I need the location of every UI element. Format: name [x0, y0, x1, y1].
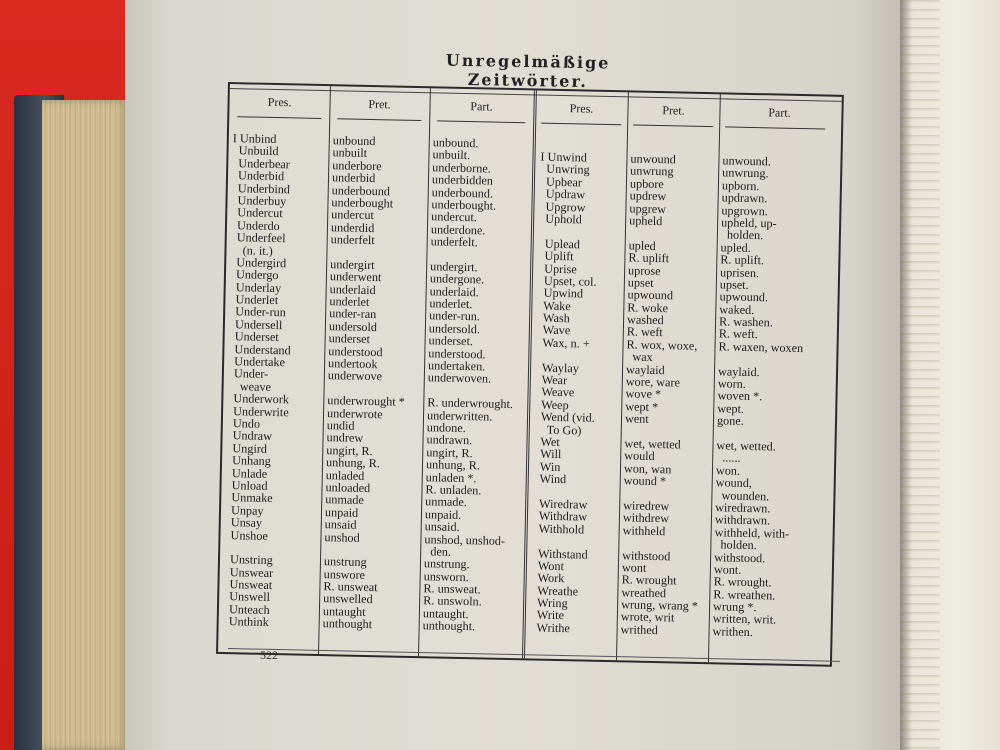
table-cell: upheld, up-: [721, 215, 777, 231]
table-cell: washed: [626, 312, 664, 328]
table-cell: uprisen.: [719, 264, 760, 280]
table-cell: R. unsweat: [323, 579, 378, 595]
table-cell: writhen.: [712, 624, 754, 639]
table-cell: Upbear: [539, 174, 583, 190]
table-cell: wiredrew: [623, 498, 670, 514]
table-cell: wet, wetted: [624, 436, 681, 452]
table-cell: undertook: [327, 356, 378, 372]
table-cell: upled.: [720, 240, 751, 255]
table-cell: under-run.: [429, 308, 481, 324]
table-cell: R. wox, woxe,: [626, 337, 698, 353]
table-cell: Underwrite: [226, 403, 289, 419]
facing-page-edge: [900, 0, 940, 750]
table-cell: Unbuild: [232, 143, 279, 159]
table-cell: R. waxen, woxen: [718, 339, 804, 355]
table-cell: underwove: [327, 368, 383, 384]
table-cell: Unshoe: [224, 527, 269, 543]
table-cell: R. wreathen.: [713, 586, 776, 603]
header-part-left: Part.: [470, 99, 493, 114]
table-cell: undone.: [426, 420, 466, 436]
table-cell: wrote, writ: [620, 609, 675, 625]
table-cell: I Unbind: [232, 131, 277, 147]
table-cell: unswore: [323, 566, 366, 582]
table-cell: woven *.: [717, 388, 763, 404]
table-cell: Unsay: [224, 515, 263, 530]
table-cell: Underlet: [229, 292, 279, 308]
table-cell: Uplift: [538, 248, 574, 264]
table-cell: Wring: [531, 595, 568, 611]
table-cell: underbore: [332, 157, 382, 174]
table-cell: Upgrow: [539, 199, 586, 215]
left-pret-column: [323, 134, 411, 631]
table-cell: Undersell: [228, 316, 283, 333]
right-pret-column: [620, 152, 707, 637]
table-cell: untaught: [322, 603, 366, 619]
table-cell: unthought.: [422, 618, 476, 634]
table-cell: unstrung.: [423, 556, 470, 572]
table-cell: undrawn.: [426, 432, 473, 448]
table-cell: withdrew: [622, 510, 670, 526]
table-cell: undid: [326, 418, 355, 433]
table-cell: understood: [328, 343, 383, 359]
left-part-column: [423, 136, 519, 633]
table-cell: updrawn.: [721, 190, 768, 206]
table-cell: Unwring: [540, 161, 590, 177]
left-pres-column: [223, 132, 296, 629]
table-cell: weave: [227, 378, 272, 394]
table-cell: undergirt.: [430, 259, 478, 275]
table-cell: Underbuy: [231, 193, 287, 209]
table-cell: Underbid: [231, 168, 285, 184]
table-cell: den.: [424, 544, 452, 559]
table-cell: R. weft.: [718, 326, 758, 342]
table-cell: Unswear: [223, 564, 274, 580]
table-cell: unsworn.: [423, 568, 469, 584]
table-cell: Wash: [536, 310, 570, 326]
table-cell: untaught.: [422, 606, 469, 621]
table-cell: R. underwrought.: [427, 395, 514, 412]
table-cell: Unthink: [222, 614, 269, 630]
table-cell: unstrung: [323, 554, 367, 570]
table-cell: Underwork: [227, 391, 290, 407]
table-cell: R. woke: [627, 300, 669, 315]
table-cell: underwrought *: [327, 393, 405, 409]
table-cell: upbore: [629, 176, 664, 191]
table-cell: underwrote: [326, 405, 383, 421]
table-cell: Undercut: [231, 205, 283, 221]
table-cell: underbought: [331, 195, 394, 211]
table-cell: R. weft: [626, 324, 663, 340]
table-cell: R. unswoln.: [423, 593, 482, 609]
table-cell: under-ran: [329, 306, 377, 322]
table-cell: undersold.: [428, 321, 481, 337]
header-pres-right: Pres.: [569, 101, 594, 116]
table-cell: underbought.: [431, 197, 497, 213]
table-cell: Write: [530, 607, 565, 623]
table-cell: underwent: [329, 269, 382, 285]
table-cell: Unsweat: [223, 577, 273, 593]
table-cell: updrew: [629, 188, 667, 204]
table-cell: unwrung.: [722, 165, 769, 181]
table-cell: Unmake: [225, 490, 273, 506]
table-cell: underset: [328, 331, 371, 347]
table-cell: Wont: [531, 558, 565, 574]
table-cell: R. uplift.: [720, 252, 765, 268]
page-title: Unregelmäßige Zeitwörter.: [445, 50, 611, 92]
table-cell: Wiredraw: [533, 496, 588, 512]
table-cell: undrew: [326, 430, 364, 446]
table-cell: Undergird: [230, 254, 287, 271]
table-cell: Wet: [534, 434, 560, 450]
table-cell: underfelt: [330, 232, 375, 248]
table-cell: undersold: [328, 319, 378, 335]
table-cell: unbound: [332, 133, 376, 149]
table-cell: Wake: [537, 298, 571, 313]
table-cell: Unswell: [223, 589, 271, 605]
table-cell: unloaded: [325, 480, 371, 496]
table-cell: Ungird: [226, 440, 268, 456]
table-cell: To Go): [534, 422, 582, 438]
table-cell: Weep: [535, 397, 569, 413]
table-cell: Uplead: [538, 236, 581, 252]
header-pres-left: Pres.: [267, 94, 292, 110]
header-rule: [237, 116, 321, 119]
table-cell: Undertake: [228, 354, 286, 370]
table-cell: Withstand: [532, 545, 588, 562]
table-cell: Underfeel: [230, 230, 286, 246]
table-cell: gone.: [716, 413, 744, 429]
table-cell: Unhang: [225, 453, 271, 469]
table-cell: Wend (vid.: [534, 409, 595, 425]
table-cell: wrung *.: [712, 599, 757, 615]
table-cell: won.: [715, 463, 741, 478]
table-cell: Updraw: [539, 186, 586, 202]
table-cell: Understand: [228, 341, 291, 358]
table-cell: underdid: [330, 219, 375, 235]
table-cell: Unstring: [223, 552, 273, 568]
table-cell: underlaid.: [429, 283, 479, 299]
table-cell: R. uplift: [628, 250, 670, 266]
right-part-column: [712, 154, 807, 639]
table-cell: Undergo: [229, 267, 279, 283]
table-cell: underdone.: [430, 222, 486, 238]
page-edges: [42, 100, 130, 750]
table-cell: upwound: [627, 287, 674, 303]
table-cell: withstood: [622, 547, 671, 563]
table-cell: unswelled: [323, 591, 373, 607]
table-cell: wiredrawn.: [715, 500, 771, 516]
table-cell: upwound.: [719, 289, 769, 305]
table-cell: underwritten.: [426, 407, 493, 424]
table-cell: R. wrought: [621, 572, 677, 588]
table-cell: undercut.: [431, 209, 478, 225]
table-cell: Withdraw: [532, 508, 588, 524]
right-pres-column: [531, 151, 601, 635]
table-cell: undergirt: [330, 257, 375, 273]
table-cell: undergone.: [429, 271, 485, 287]
table-cell: Upwind: [537, 285, 584, 301]
verb-table: [216, 82, 844, 667]
table-cell: (n. it.): [230, 242, 273, 258]
table-cell: upset.: [719, 277, 749, 292]
table-cell: I Unwind: [540, 149, 588, 165]
table-cell: Under-: [227, 366, 269, 382]
table-cell: Writhe: [530, 620, 571, 636]
table-cell: Wreathe: [531, 583, 579, 599]
table-cell: Withhold: [532, 521, 585, 537]
table-cell: underbound: [331, 182, 391, 198]
table-cell: unwound.: [722, 153, 772, 169]
table-cell: upgrew: [629, 200, 667, 216]
table-cell: withheld, with-: [714, 525, 790, 541]
header-pret-right: Pret.: [662, 103, 685, 118]
table-cell: Wear: [535, 372, 568, 388]
table-cell: upled: [628, 238, 656, 253]
table-cell: unsaid.: [424, 519, 460, 535]
table-cell: went: [624, 411, 649, 427]
table-cell: wreathed: [621, 585, 667, 600]
table-cell: worn.: [717, 376, 747, 391]
table-cell: unshod, unshod-: [424, 531, 506, 548]
header-rule: [725, 126, 825, 129]
table-cell: Underbear: [232, 155, 290, 172]
header-rule: [337, 118, 421, 121]
table-cell: Unload: [225, 477, 268, 493]
table-cell: Waylay: [535, 360, 580, 376]
table-cell: unwrung: [630, 163, 674, 179]
table-cell: underlet: [329, 294, 370, 310]
header-pret-left: Pret.: [368, 96, 391, 112]
table-cell: ungirt, R.: [326, 442, 373, 458]
table-cell: wet, wetted.: [716, 438, 776, 454]
table-cell: would: [624, 448, 655, 464]
table-cell: wore, ware: [625, 374, 681, 390]
table-cell: wont: [621, 560, 647, 575]
table-cell: Underset: [228, 329, 279, 345]
table-cell: wound *: [623, 473, 667, 489]
table-cell: withheld: [622, 523, 666, 538]
table-cell: writhed: [620, 622, 658, 637]
table-cell: uprose: [628, 262, 661, 278]
table-cell: unhung, R.: [425, 457, 481, 473]
table-cell: holden.: [714, 537, 757, 553]
table-cell: wax: [626, 349, 653, 365]
table-cell: waked.: [719, 302, 755, 317]
table-cell: ......: [716, 450, 741, 466]
table-cell: Will: [534, 446, 562, 462]
table-cell: Uprise: [538, 261, 577, 276]
table-cell: Unpay: [224, 502, 264, 518]
table-cell: Uphold: [539, 211, 583, 227]
table-cell: unladed: [325, 467, 365, 483]
table-cell: upborn.: [721, 178, 760, 193]
table-cell: unmade.: [425, 494, 468, 510]
table-cell: wove *: [625, 386, 662, 402]
table-cell: wept *: [625, 399, 659, 414]
table-cell: underbidden: [431, 172, 494, 188]
page-number: 522: [260, 648, 278, 662]
table-cell: Weave: [535, 384, 575, 400]
table-cell: unladen *.: [425, 469, 477, 485]
table-cell: upset: [627, 275, 654, 290]
table-cell: unthought: [322, 616, 373, 632]
table-cell: Win: [533, 459, 561, 474]
table-cell: Underlay: [229, 279, 282, 295]
table-cell: withdrawn.: [714, 512, 771, 528]
header-part-right: Part.: [768, 105, 791, 120]
table-cell: unbuilt.: [432, 147, 471, 163]
table-cell: wrung, wrang *: [620, 597, 699, 614]
table-cell: R. wrought.: [713, 574, 772, 590]
table-cell: R. unsweat.: [423, 581, 481, 597]
header-rule: [437, 120, 525, 123]
table-cell: R. unladen.: [425, 482, 482, 498]
table-cell: underlaid: [329, 281, 376, 297]
table-cell: Under-run: [229, 304, 286, 320]
table-cell: ungirt, R.: [426, 445, 473, 460]
table-cell: underbound.: [431, 184, 494, 201]
table-cell: unpaid: [324, 504, 359, 520]
table-cell: undercut: [331, 207, 375, 223]
table-cell: written, writ.: [712, 611, 777, 628]
table-cell: unwound: [630, 151, 676, 167]
table-cell: holden.: [720, 227, 764, 243]
table-cell: withstood.: [714, 549, 766, 565]
table-cell: Unlade: [225, 465, 268, 481]
table-cell: underwoven.: [427, 370, 492, 386]
table-cell: wont.: [713, 562, 742, 577]
table-cell: Work: [531, 570, 565, 586]
table-cell: understood.: [428, 345, 486, 362]
table-cell: wounden.: [715, 487, 770, 503]
table-cell: underlet.: [429, 296, 473, 312]
table-cell: unbound.: [432, 135, 479, 151]
table-cell: unmade: [325, 492, 365, 508]
table-cell: wound,: [715, 475, 753, 491]
table-cell: underfelt.: [430, 234, 478, 250]
table-cell: Wind: [533, 471, 567, 487]
table-cell: Upset, col.: [537, 273, 597, 289]
table-cell: waylaid: [625, 362, 665, 377]
table-cell: underset.: [428, 333, 474, 349]
table-cell: unshod: [324, 529, 360, 545]
table-cell: undertaken.: [427, 358, 486, 374]
table-cell: won, wan: [623, 461, 672, 477]
table-cell: upheld: [629, 213, 663, 229]
table-cell: Unteach: [222, 601, 270, 617]
table-cell: underborne.: [432, 160, 491, 176]
table-cell: Undraw: [226, 428, 273, 444]
header-rule: [633, 124, 713, 127]
table-cell: Undo: [226, 416, 261, 431]
table-cell: Wave: [536, 322, 571, 338]
table-cell: wept.: [717, 401, 745, 416]
table-cell: underbid: [331, 170, 376, 186]
table-cell: Underbind: [231, 180, 291, 196]
table-cell: waylaid.: [717, 363, 760, 379]
table-cell: unpaid.: [424, 506, 462, 522]
table-cell: unhung, R.: [325, 455, 381, 471]
table-cell: upgrown.: [721, 202, 768, 218]
table-cell: Wax, n. +: [536, 335, 590, 351]
table-cell: R. washen.: [718, 314, 774, 330]
table-cell: unbuilt: [332, 145, 368, 161]
table-cell: Underdo: [230, 217, 280, 233]
header-rule: [541, 123, 621, 126]
table-cell: unsaid: [324, 517, 357, 532]
